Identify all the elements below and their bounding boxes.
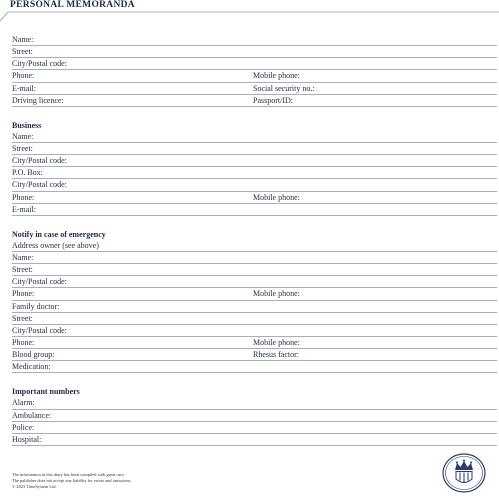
field-label: Name: [12, 252, 34, 262]
field-label: City/Postal code: [12, 59, 67, 69]
business-street-row[interactable] [12, 143, 497, 155]
personal-email-row[interactable] [12, 83, 497, 95]
section-heading-important: Important numbers [12, 387, 80, 397]
personal-name-row[interactable] [12, 34, 497, 46]
field-label: Street: [12, 47, 33, 57]
business-phone-row[interactable] [12, 192, 497, 204]
business-city-row[interactable] [12, 155, 497, 167]
field-label: Phone: [12, 289, 35, 299]
emergency-street-row[interactable] [12, 264, 497, 276]
field-label: E-mail: [12, 83, 36, 93]
field-label: Address owner (see above) [12, 240, 99, 250]
field-label: E-mail: [12, 204, 36, 214]
important-hospital-row[interactable] [12, 434, 497, 446]
field-label: Mobile phone: [253, 289, 300, 299]
field-label: Phone: [12, 71, 35, 81]
field-label: City/Postal code: [12, 156, 67, 166]
memoranda-form [12, 34, 497, 446]
personal-licence-row[interactable] [12, 95, 497, 107]
field-label: Mobile phone: [253, 337, 300, 347]
field-label: Medication: [12, 362, 51, 372]
field-label: Ambulance: [12, 410, 52, 420]
section-heading-emergency: Notify in case of emergency [12, 229, 106, 239]
emergency-blood-row[interactable] [12, 349, 497, 361]
field-label: Street: [12, 143, 33, 153]
field-label: Social security no.: [253, 83, 315, 93]
field-label: Name: [12, 35, 34, 44]
field-label: P.O. Box: [12, 168, 43, 178]
field-label: Mobile phone: [253, 71, 300, 81]
field-label: Police: [12, 422, 35, 432]
emergency-medication-row[interactable] [12, 361, 497, 373]
field-label: Phone: [12, 192, 35, 202]
field-label: Hospital: [12, 434, 42, 444]
page-title: PERSONAL MEMORANDA [10, 0, 135, 10]
emergency-city2-row[interactable] [12, 325, 497, 337]
emergency-doctor-row[interactable] [12, 301, 497, 313]
field-label: Passport/ID: [253, 95, 293, 105]
field-label: City/Postal code: [12, 325, 67, 335]
publisher-footer [12, 472, 131, 490]
field-label: City/Postal code: [12, 277, 67, 287]
emergency-phone-row[interactable] [12, 288, 497, 300]
footer-line: The publisher does not accept any liability for errors and omissions. [12, 478, 132, 483]
emergency-street2-row[interactable] [12, 313, 497, 325]
important-ambulance-row[interactable] [12, 410, 497, 422]
business-email-row[interactable] [12, 204, 497, 216]
personal-city-row[interactable] [12, 58, 497, 70]
business-name-row[interactable] [12, 131, 497, 143]
emergency-city-row[interactable] [12, 276, 497, 288]
field-label: Name: [12, 131, 34, 141]
emergency-phone2-row[interactable] [12, 337, 497, 349]
business-pobox-row[interactable] [12, 167, 497, 179]
business-city2-row[interactable] [12, 179, 497, 191]
field-label: City/Postal code: [12, 180, 67, 190]
title-divider [0, 10, 499, 22]
crown-shield-icon [442, 453, 486, 493]
field-label: Blood group: [12, 350, 55, 360]
field-label: Family doctor: [12, 301, 60, 311]
field-label: Mobile phone: [253, 192, 300, 202]
field-label: Alarm: [12, 398, 35, 408]
personal-phone-row[interactable] [12, 70, 497, 82]
important-police-row[interactable] [12, 422, 497, 434]
footer-line: © 2023 TimeSystem Ltd. [12, 484, 57, 489]
field-label: Street: [12, 313, 33, 323]
field-label: Phone: [12, 337, 35, 347]
emergency-owner-row[interactable] [12, 240, 497, 252]
field-label: Driving licence: [12, 95, 64, 105]
field-label: Street: [12, 265, 33, 275]
field-label: Rhesus factor: [253, 350, 299, 360]
section-heading-business: Business [12, 120, 42, 130]
emergency-name-row[interactable] [12, 252, 497, 264]
footer-line: The information in this diary has been compiled with great care. [12, 472, 125, 477]
important-alarm-row[interactable] [12, 397, 497, 409]
personal-street-row[interactable] [12, 46, 497, 58]
